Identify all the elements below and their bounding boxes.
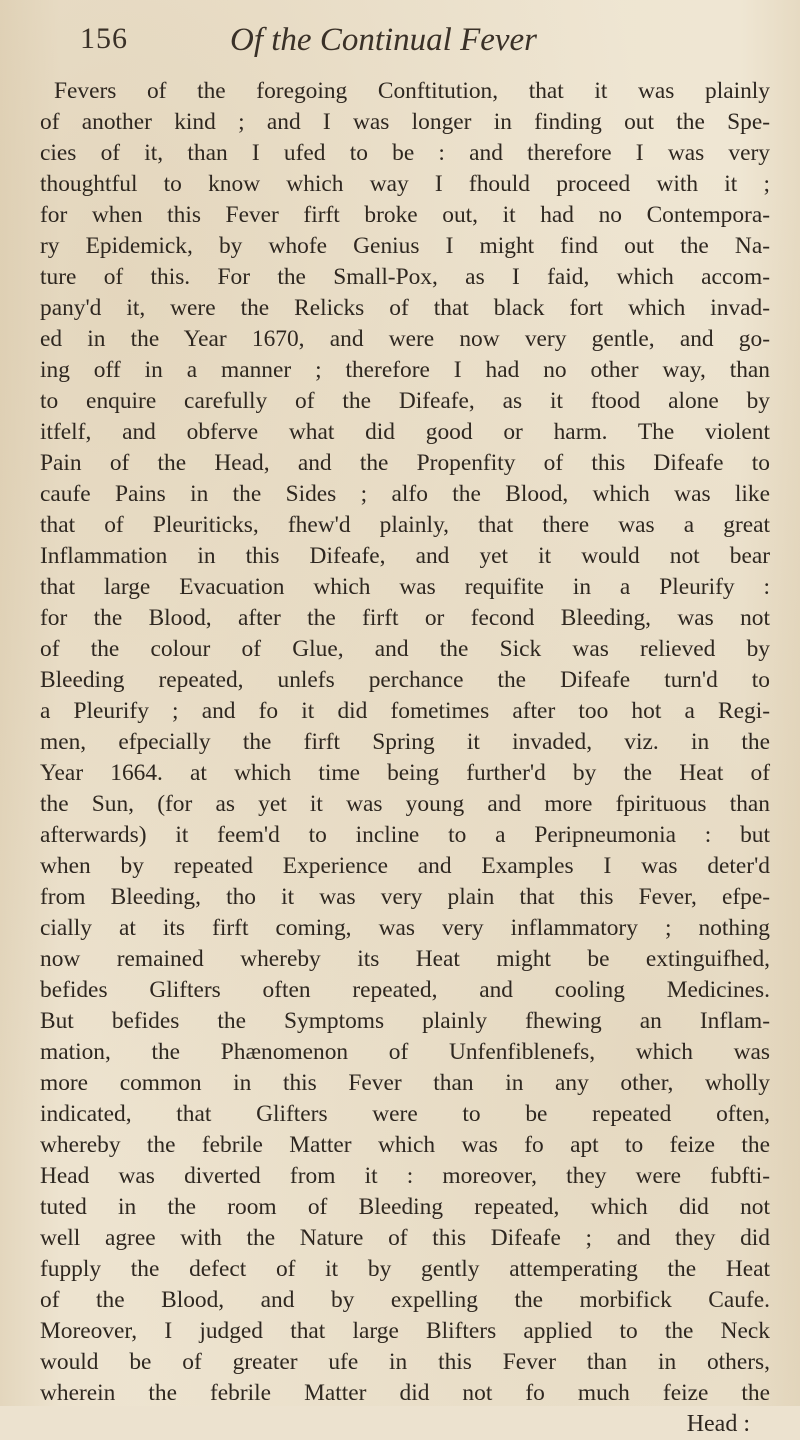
text-line: Bleeding repeated, unlefs perchance the Difeafe turn'd to (40, 667, 770, 693)
text-line: to enquire carefully of the Difeafe, as it ftood alone by (40, 388, 770, 414)
text-line: would be of greater ufe in this Fever than in others, (40, 1349, 770, 1375)
text-line: But befides the Symptoms plainly fhewing an Inflam- (40, 1008, 770, 1034)
text-line: cially at its firft coming, was very inflammatory ; nothing (40, 915, 770, 941)
text-line: ing off in a manner ; therefore I had no other way, than (40, 357, 770, 383)
text-line: well agree with the Nature of this Difeafe ; and they did (40, 1225, 770, 1251)
text-line: a Pleurify ; and fo it did fometimes after too hot a Regi- (40, 698, 770, 724)
text-line: the Sun, (for as yet it was young and more fpirituous than (40, 791, 770, 817)
text-line: itfelf, and obferve what did good or harm. The violent (40, 419, 770, 445)
text-line: now remained whereby its Heat might be extinguifhed, (40, 946, 770, 972)
text-line: of the colour of Glue, and the Sick was relieved by (40, 636, 770, 662)
text-line: that large Evacuation which was requifite in a Pleurify : (40, 574, 770, 600)
body-text (40, 76, 770, 1440)
text-line: befides Glifters often repeated, and cooling Medicines. (40, 977, 770, 1003)
text-line: ture of this. For the Small-Pox, as I faid, which accom- (40, 264, 770, 290)
text-line: more common in this Fever than in any other, wholly (40, 1070, 770, 1096)
running-head (80, 22, 740, 62)
text-line: afterwards) it feem'd to incline to a Peripneumonia : but (40, 822, 770, 848)
text-line: wherein the febrile Matter did not fo much feize the (40, 1380, 770, 1406)
catchword: Head : (686, 1411, 750, 1437)
text-line: mation, the Phænomenon of Unfenfiblenefs, which was (40, 1039, 770, 1065)
text-line: Year 1664. at which time being further'd by the Heat of (40, 760, 770, 786)
text-line: pany'd it, were the Relicks of that black fort which invad- (40, 295, 770, 321)
running-title: Of the Continual Fever (230, 22, 538, 58)
text-line: ry Epidemick, by whofe Genius I might find out the Na- (40, 233, 770, 259)
text-line: Pain of the Head, and the Propenfity of this Difeafe to (40, 450, 770, 476)
text-line: Head was diverted from it : moreover, they were fubfti- (40, 1163, 770, 1189)
text-line: for the Blood, after the firft or fecond Bleeding, was not (40, 605, 770, 631)
text-line: of the Blood, and by expelling the morbifick Caufe. (40, 1287, 770, 1313)
text-line: when by repeated Experience and Examples I was deter'd (40, 853, 770, 879)
text-line: for when this Fever firft broke out, it had no Contempora- (40, 202, 770, 228)
text-line: Moreover, I judged that large Blifters applied to the Neck (40, 1318, 770, 1344)
text-line: fupply the defect of it by gently attemperating the Heat (40, 1256, 770, 1282)
page-number: 156 (80, 22, 128, 55)
text-line: indicated, that Glifters were to be repeated often, (40, 1101, 770, 1127)
text-line: cies of it, than I ufed to be : and therefore I was very (40, 140, 770, 166)
text-line: Fevers of the foregoing Conftitution, that it was plainly (54, 78, 770, 104)
text-line: whereby the febrile Matter which was fo apt to feize the (40, 1132, 770, 1158)
text-line: tuted in the room of Bleeding repeated, which did not (40, 1194, 770, 1220)
text-line: caufe Pains in the Sides ; alfo the Blood, which was like (40, 481, 770, 507)
text-line: that of Pleuriticks, fhew'd plainly, that there was a great (40, 512, 770, 538)
text-line: ed in the Year 1670, and were now very gentle, and go- (40, 326, 770, 352)
text-line: of another kind ; and I was longer in finding out the Spe- (40, 109, 770, 135)
text-line: thoughtful to know which way I fhould proceed with it ; (40, 171, 770, 197)
text-line: men, efpecially the firft Spring it invaded, viz. in the (40, 729, 770, 755)
text-line: Inflammation in this Difeafe, and yet it would not bear (40, 543, 770, 569)
text-line: from Bleeding, tho it was very plain that this Fever, efpe- (40, 884, 770, 910)
